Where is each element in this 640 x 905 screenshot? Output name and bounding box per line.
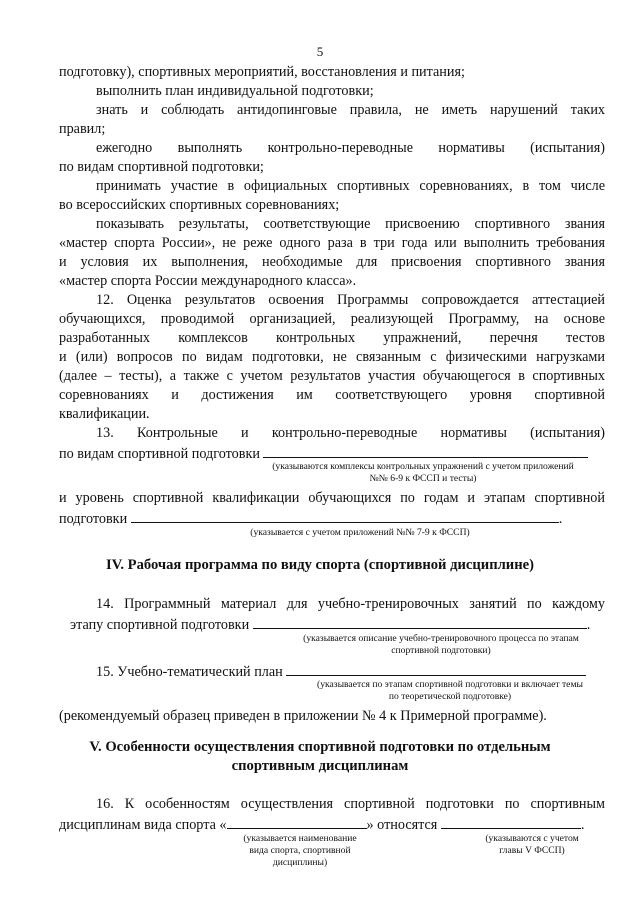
text-line: во всероссийских спортивных соревнованиях;: [59, 197, 340, 213]
section-heading-4: IV. Рабочая программа по виду спорта (спортивной дисциплине): [106, 557, 534, 573]
fill-in-blank: [131, 509, 559, 523]
text-line: по видам спортивной подготовки;: [59, 159, 264, 175]
footnote: главы V ФССП): [499, 845, 565, 856]
text-line: «мастер спорта России международного класса».: [59, 273, 357, 289]
footnote: вида спорта, спортивной: [249, 845, 351, 856]
fill-in-blank: [263, 444, 588, 458]
text-line: правил;: [59, 121, 106, 137]
footnote: (указывается описание учебно-тренировочного процесса по этапам: [303, 633, 579, 644]
fill-in-blank: [253, 615, 587, 629]
text-line: (далее – тесты), а также с учетом результатов участия обучающегося в спортивных: [59, 368, 605, 384]
text-line: 13. Контрольные и контрольно-переводные нормативы (испытания): [96, 425, 605, 441]
text-line: квалификации.: [59, 406, 150, 422]
footnote: (указывается наименование: [243, 833, 357, 844]
text-line: дисциплинам вида спорта « » относятся .: [59, 817, 585, 833]
footnote: (указываются с учетом: [485, 833, 579, 844]
text-line: знать и соблюдать антидопинговые правила, не иметь нарушений таких: [96, 102, 605, 118]
section-heading-5: V. Особенности осуществления спортивной подготовки по отдельным: [89, 739, 551, 755]
text-fragment: » относятся: [366, 817, 438, 833]
text-fragment: дисциплинам вида спорта «: [59, 817, 227, 833]
text-line: принимать участие в официальных спортивных соревнованиях, в том числе: [96, 178, 605, 194]
text-line: разработанных комплексов контрольных упражнений, перечня тестов: [59, 330, 605, 346]
footnote: (указывается с учетом приложений №№ 7-9 к ФССП): [250, 527, 470, 538]
text-line: (рекомендуемый образец приведен в приложении № 4 к Примерной программе).: [59, 708, 547, 724]
text-line: ежегодно выполнять контрольно-переводные нормативы (испытания): [96, 140, 605, 156]
footnote: №№ 6-9 к ФССП и тесты): [369, 473, 477, 484]
text-line: подготовку), спортивных мероприятий, восстановления и питания;: [59, 64, 465, 80]
text-line: этапу спортивной подготовки .: [70, 617, 591, 633]
text-line: подготовки .: [59, 511, 563, 527]
text-line: 16. К особенностям осуществления спортивной подготовки по спортивным: [96, 796, 605, 812]
footnote: (указываются комплексы контрольных упражнений с учетом приложений: [272, 461, 574, 472]
text-line: 12. Оценка результатов освоения Программы сопровождается аттестацией: [96, 292, 605, 308]
text-line: показывать результаты, соответствующие присвоению спортивного звания: [96, 216, 605, 232]
fill-in-blank: [441, 815, 581, 829]
text-line: и (или) вопросов по видам подготовки, не связанным с физическими нагрузками: [59, 349, 605, 365]
fill-in-blank: [286, 662, 586, 676]
footnote: спортивной подготовки): [391, 645, 491, 656]
footnote: (указывается по этапам спортивной подготовки и включает темы: [317, 679, 583, 690]
text-line: выполнить план индивидуальной подготовки;: [96, 83, 374, 99]
text-line: и условия их выполнения, необходимые для присвоения спортивного звания: [59, 254, 605, 270]
text-line: соревнованиях и достижения им соответствующего уровня спортивной: [59, 387, 605, 403]
text-fragment: 15. Учебно-тематический план: [96, 664, 283, 680]
text-line: обучающихся, проводимой организацией, реализующей Программу, на основе: [59, 311, 605, 327]
text-line: 14. Программный материал для учебно-тренировочных занятий по каждому: [96, 596, 605, 612]
text-line: «мастер спорта России», не реже одного раза в три года или выполнить требования: [59, 235, 605, 251]
text-fragment: подготовки: [59, 511, 128, 527]
fill-in-blank: [227, 815, 367, 829]
footnote: по теоретической подготовке): [388, 691, 512, 702]
text-fragment: по видам спортивной подготовки: [59, 446, 260, 462]
text-line: и уровень спортивной квалификации обучающихся по годам и этапам спортивной: [59, 490, 605, 506]
page-number: 5: [316, 44, 324, 59]
footnote: дисциплины): [272, 857, 328, 868]
section-heading-5-cont: спортивным дисциплинам: [231, 758, 409, 774]
text-fragment: этапу спортивной подготовки: [70, 617, 250, 633]
